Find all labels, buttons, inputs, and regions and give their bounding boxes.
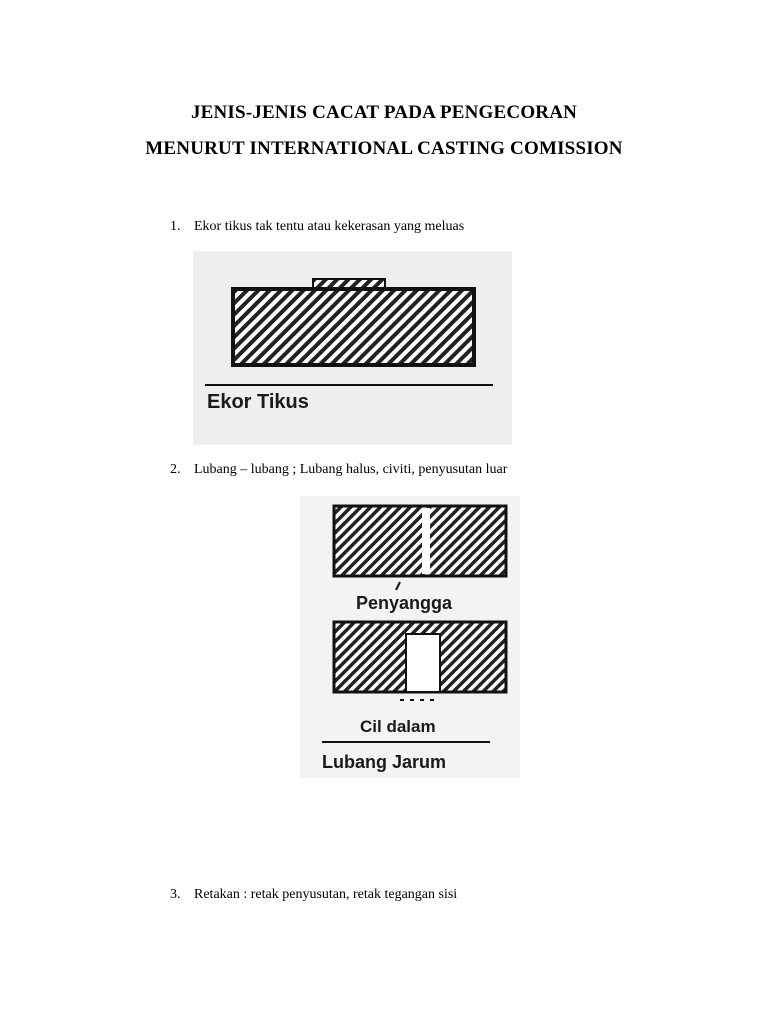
- list-item-text: Retakan : retak penyusutan, retak tegangan sisi: [194, 887, 458, 902]
- casting-section: [233, 289, 474, 365]
- figure-caption-top: Penyangga: [356, 593, 453, 613]
- list-item-text: Lubang – lubang ; Lubang halus, civiti, penyusutan luar: [194, 462, 508, 477]
- document-title-line-2: MENURUT INTERNATIONAL CASTING COMISSION: [145, 138, 623, 159]
- figure-caption-bottom: Lubang Jarum: [322, 752, 447, 772]
- document-title-line-1: JENIS-JENIS CACAT PADA PENGECORAN: [190, 102, 578, 123]
- list-item-1: [170, 219, 464, 235]
- list-item-number: 2.: [170, 462, 181, 477]
- hole-cavity: [406, 634, 440, 692]
- figure-ekor-tikus: [193, 251, 512, 445]
- list-item-2: [170, 462, 507, 478]
- figure-caption: Ekor Tikus: [207, 391, 309, 413]
- casting-block-top: [334, 506, 506, 576]
- list-item-number: 3.: [170, 887, 181, 902]
- list-item-3: [170, 887, 457, 903]
- thin-gap: [422, 508, 430, 574]
- list-item-text: Ekor tikus tak tentu atau kekerasan yang meluas: [194, 219, 465, 234]
- figure-caption-mid: Cil dalam: [360, 717, 436, 736]
- list-item-number: 1.: [170, 219, 181, 234]
- figure-lubang: [300, 496, 520, 778]
